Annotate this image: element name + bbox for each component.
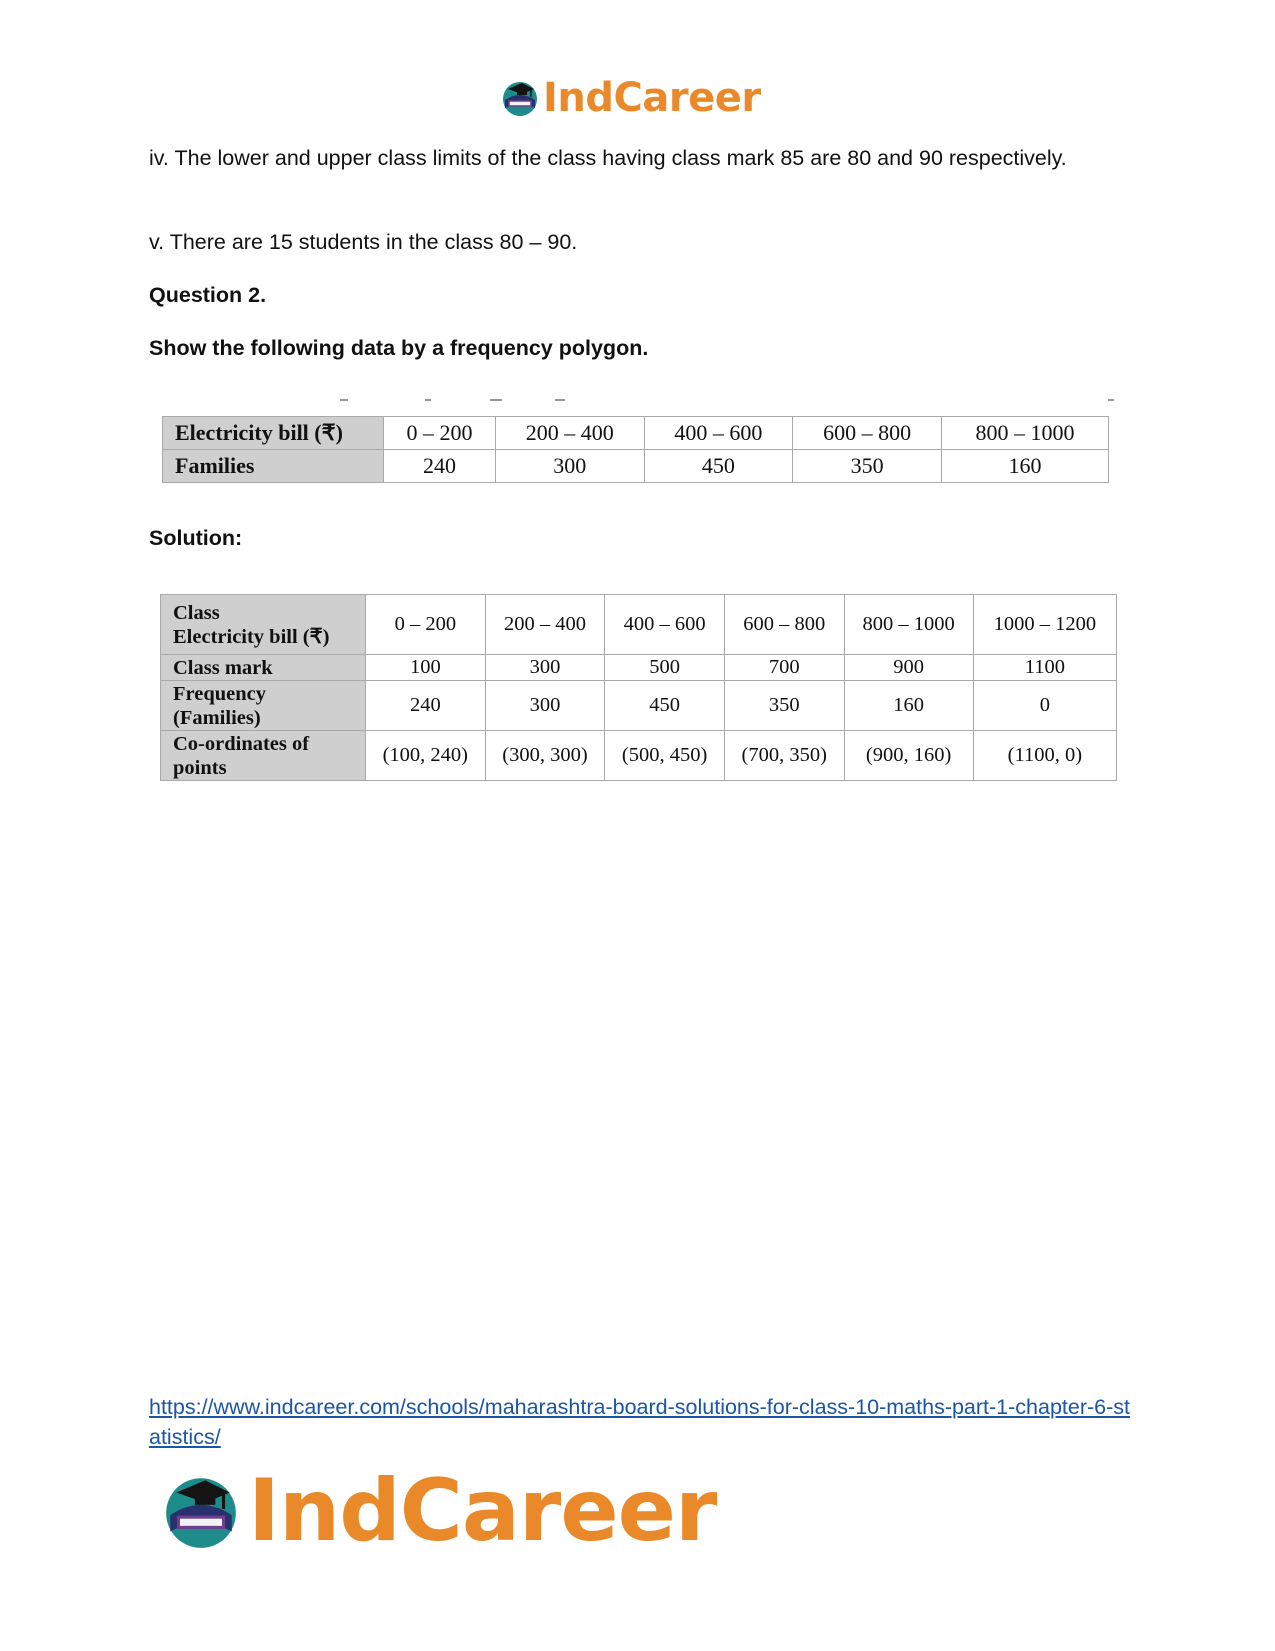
paragraph-iv: iv. The lower and upper class limits of the class having class mark 85 are 80 and 90 respectively.	[149, 146, 1067, 170]
table-cell: (900, 160)	[844, 731, 973, 781]
table-cell: 800 – 1000	[844, 595, 973, 655]
question-heading: Question 2.	[149, 283, 267, 307]
row-header-line: Co-ordinates of	[173, 732, 310, 755]
table-row	[163, 417, 1109, 450]
graduation-cap-book-globe-icon	[160, 1470, 242, 1552]
row-header: Families	[163, 450, 384, 483]
table-cell: 200 – 400	[495, 417, 644, 450]
row-header-line: Electricity bill (₹)	[173, 625, 330, 648]
solution-table	[160, 594, 1117, 781]
row-header	[161, 731, 366, 781]
paragraph-v: v. There are 15 students in the class 80 – 90.	[149, 230, 578, 254]
table-cell: 0	[973, 681, 1116, 731]
table-row	[161, 595, 1117, 655]
table-cell: 700	[724, 655, 844, 681]
row-header	[161, 595, 366, 655]
table-cell: 300	[485, 681, 605, 731]
table-row	[161, 655, 1117, 681]
indcareer-logo-top	[500, 75, 761, 121]
table-cell: 1000 – 1200	[973, 595, 1116, 655]
row-header: Electricity bill (₹)	[163, 417, 384, 450]
graduation-cap-book-globe-icon	[500, 78, 540, 118]
table-cell: 240	[366, 681, 486, 731]
row-header-line: (Families)	[173, 706, 261, 729]
solution-heading: Solution:	[149, 526, 243, 550]
table-cell: (100, 240)	[366, 731, 486, 781]
table-cell: 300	[485, 655, 605, 681]
table-cell: 300	[495, 450, 644, 483]
table-cell: (1100, 0)	[973, 731, 1116, 781]
table-cell: 900	[844, 655, 973, 681]
row-header: Class mark	[161, 655, 366, 681]
source-link[interactable]: https://www.indcareer.com/schools/maharashtra-board-solutions-for-class-10-maths-part-1-chapter-6-statistics/	[149, 1395, 1131, 1449]
table-cell: 160	[844, 681, 973, 731]
table-cell: 400 – 600	[605, 595, 725, 655]
table-cell: 1100	[973, 655, 1116, 681]
row-header-line: Frequency	[173, 682, 267, 705]
logo-wordmark: IndCareer	[543, 75, 761, 121]
table-cell: 400 – 600	[644, 417, 793, 450]
row-header-line: Class	[173, 601, 220, 624]
table-row	[161, 681, 1117, 731]
table-cell: 100	[366, 655, 486, 681]
table-cell: 600 – 800	[724, 595, 844, 655]
table-cell: 500	[605, 655, 725, 681]
data-table	[162, 416, 1109, 483]
table-row	[163, 450, 1109, 483]
table-cell: 800 – 1000	[941, 417, 1108, 450]
table-cell: 450	[644, 450, 793, 483]
table-cell: 450	[605, 681, 725, 731]
logo-wordmark: IndCareer	[248, 1461, 717, 1561]
table-row	[161, 731, 1117, 781]
table-cell: (300, 300)	[485, 731, 605, 781]
row-header	[161, 681, 366, 731]
table-cell: (500, 450)	[605, 731, 725, 781]
table-cell: 200 – 400	[485, 595, 605, 655]
table-cell: (700, 350)	[724, 731, 844, 781]
table-cell: 350	[793, 450, 942, 483]
table-cell: 160	[941, 450, 1108, 483]
table-cell: 600 – 800	[793, 417, 942, 450]
question-text: Show the following data by a frequency polygon.	[149, 336, 649, 360]
table-cell: 0 – 200	[366, 595, 486, 655]
table-cell: 0 – 200	[384, 417, 496, 450]
indcareer-logo-bottom	[160, 1461, 717, 1561]
table-cell: 240	[384, 450, 496, 483]
scan-artifact	[340, 397, 1115, 403]
row-header-line: points	[173, 756, 227, 779]
table-cell: 350	[724, 681, 844, 731]
